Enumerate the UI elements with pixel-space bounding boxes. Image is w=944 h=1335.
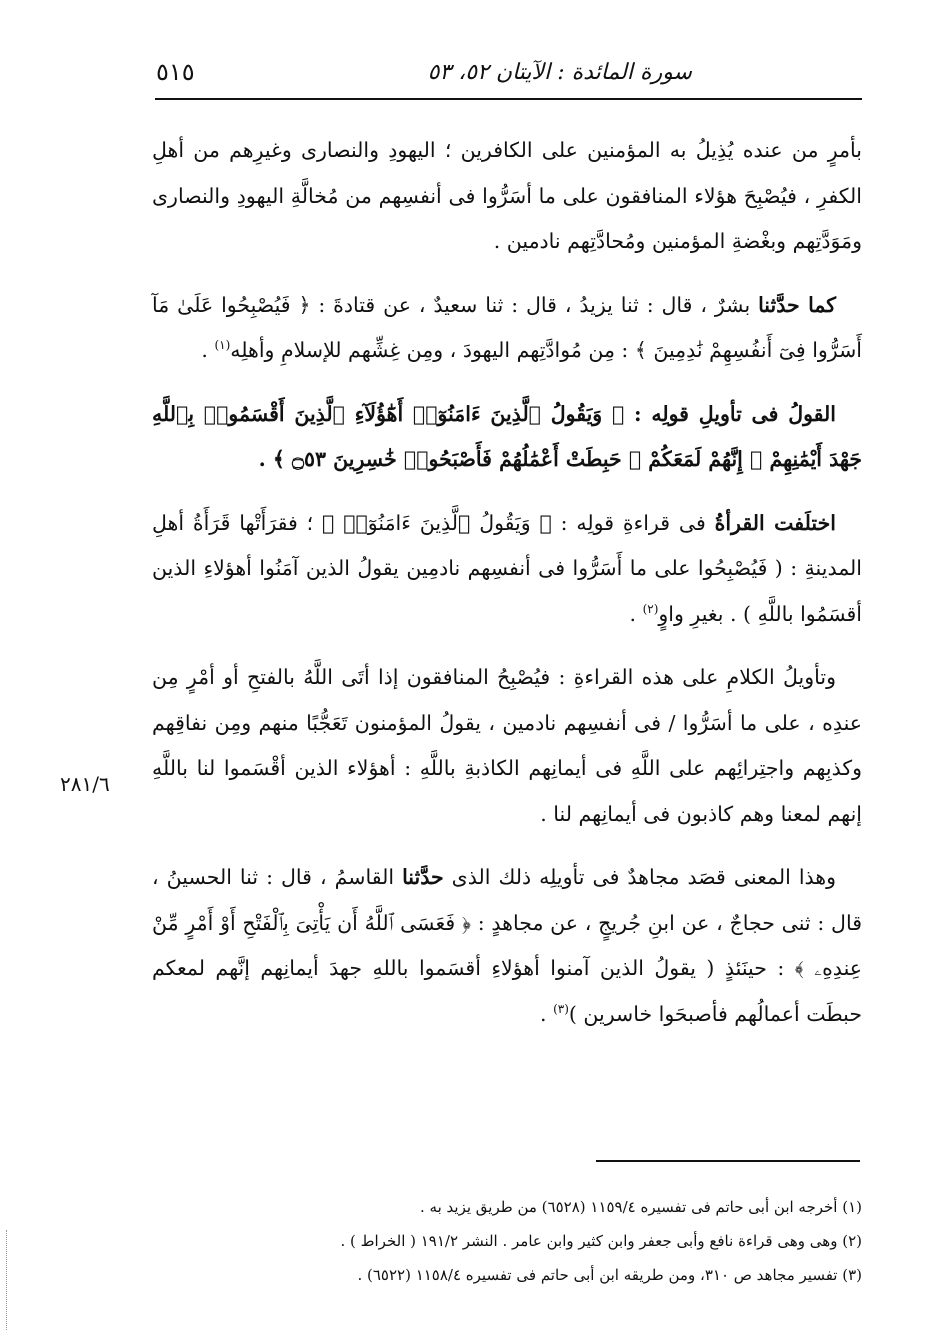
paragraph-text: القاسمُ ، قال : ثنا الحسينُ ، قال : ثنى حجاجٌ ، عن ابنِ جُريجٍ ، عن مجاهدٍ : ﴿ فَعَسَى ٱللَّهُ أَن يَأْتِىَ بِٱلْفَتْحِ أَوْ أَمْرٍ مِّنْ عِندِهِۦ ﴾ : حينَئذٍ ( يقولُ الذين آمنوا أهؤلاءِ أقسَموا باللهِ جهدَ أيمانِهم إنَّهم لمعكم حبطَت أعمالُهم فأصبحَوا خاسرين ) <box>152 865 862 1026</box>
footnote-ref-2: (٢) <box>642 601 659 616</box>
footnote-ref-1: (١) <box>214 338 231 353</box>
footnote-1: (١) أخرجه ابن أبى حاتم فى تفسيره ١١٥٩/٤ (٦٥٢٨) من طريق يزيد به . <box>420 1198 862 1216</box>
paragraph-tail: . <box>629 601 643 626</box>
paragraph-3 <box>152 392 862 483</box>
paragraph-tail: . <box>201 338 215 362</box>
margin-page-reference: ٢٨١/٦ <box>60 772 110 796</box>
paragraph-text: بشرٌ ، قال : ثنا يزيدُ ، قال : ثنا سعيدٌ ، عن قتادةَ : ﴿ فَيُصْبِحُوا عَلَىٰ مَآ أَسَرُّوا فِىٓ أَنفُسِهِمْ نَٰدِمِينَ ﴾ : مِن مُوادَّتِهم اليهودَ ، ومِن غِشِّهم للإسلامِ وأهلِه <box>152 292 862 362</box>
running-title: سورة المائدة : الآيتان ٥٢، ٥٣ <box>427 60 692 85</box>
footnote-ref-3: (٣) <box>553 1001 569 1016</box>
footnote-rule <box>596 1160 860 1162</box>
paragraph-6 <box>152 855 862 1037</box>
paragraph-text: وهذا المعنى قصَد مجاهدٌ فى تأويلِه ذلك الذى <box>443 865 836 889</box>
section-heading: القولُ فى تأويلِ قولِه : <box>634 401 836 426</box>
paragraph-4 <box>152 501 862 638</box>
paragraph-2 <box>152 283 862 374</box>
paragraph-tail: . <box>540 1001 554 1026</box>
paragraph-5 <box>152 655 862 837</box>
isnad-lead: حدَّثنا <box>402 865 444 889</box>
header-rule <box>155 98 862 100</box>
quran-verse: ﴿ وَيَقُولُ ٱلَّذِينَ ءَامَنُوٓا۟ أَهَٰٓؤُلَآءِ ٱلَّذِينَ أَقْسَمُوا۟ بِٱللَّهِ جَهْدَ أَيْمَٰنِهِمْ ۙ إِنَّهُمْ لَمَعَكُمْ ۚ حَبِطَتْ أَعْمَٰلُهُمْ فَأَصْبَحُوا۟ خَٰسِرِينَ ۝٥٣ ﴾ . <box>152 401 862 471</box>
paragraph-1 <box>152 128 862 265</box>
footnote-3: (٣) تفسير مجاهد ص ٣١٠، ومن طريقه ابن أبى حاتم فى تفسيره ١١٥٨/٤ (٦٥٢٢) . <box>357 1266 862 1284</box>
page-number: ٥١٥ <box>156 58 195 86</box>
paragraph-lead: اختلَفت القرأةُ <box>714 510 836 535</box>
page-edge-mark <box>6 1230 11 1330</box>
paragraph-text: فى قراءةِ قولِه : ﴿ وَيَقُولُ ٱلَّذِينَ ءَامَنُوٓا۟ ﴾ ؛ فقرَأَتْها قَرَأَةُ أهلِ المدينةِ : ( فَيُصْبِحُوا على ما أَسَرُّوا فى أنفسِهم نادمِين يقولُ الذين آمَنُوا أهؤلاءِ الذين أقسَمُوا باللَّهِ ) . بغيرِ واوٍ <box>152 510 862 626</box>
page-header <box>150 56 862 96</box>
paragraph-text: وتأويلُ الكلامِ على هذه القراءةِ : فيُصْبِحُ المنافقون إذا أتَى اللَّهُ بالفتحِ أو أمْرٍ مِن عندِه ، على ما أسَرُّوا / فى أنفسِهم نادمين ، يقولُ المؤمنون تَعَجُّبًا منهم ومِن نفاقِهم وكذبِهم واجتِرائِهم على اللَّهِ فى أيمانِهم الكاذبةِ باللَّهِ : أهؤلاء الذين أقْسَموا لنا باللَّهِ إنهم لمعنا وهم كاذبون فى أيمانِهم لنا . <box>152 665 862 826</box>
footnotes <box>230 1190 862 1292</box>
paragraph-text: بأمرٍ من عنده يُذِيلُ به المؤمنين على الكافرين ؛ اليهودِ والنصارى وغيرِهم من أهلِ الكفرِ ، فيُصْبِحَ هؤلاء المنافقون على ما أسَرُّوا فى أنفسِهم من مُخالَّةِ اليهودِ والنصارى ومَوَدَّتِهم وبغْضةِ المؤمنين ومُحادَّتِهم نادمين . <box>152 138 862 253</box>
isnad-lead: كما حدَّثنا <box>758 292 836 317</box>
footnote-2: (٢) وهى وهى قراءة نافع وأبى جعفر وابن كثير وابن عامر . النشر ١٩١/٢ ( الخراط ) . <box>340 1232 862 1250</box>
main-text <box>152 128 862 1055</box>
